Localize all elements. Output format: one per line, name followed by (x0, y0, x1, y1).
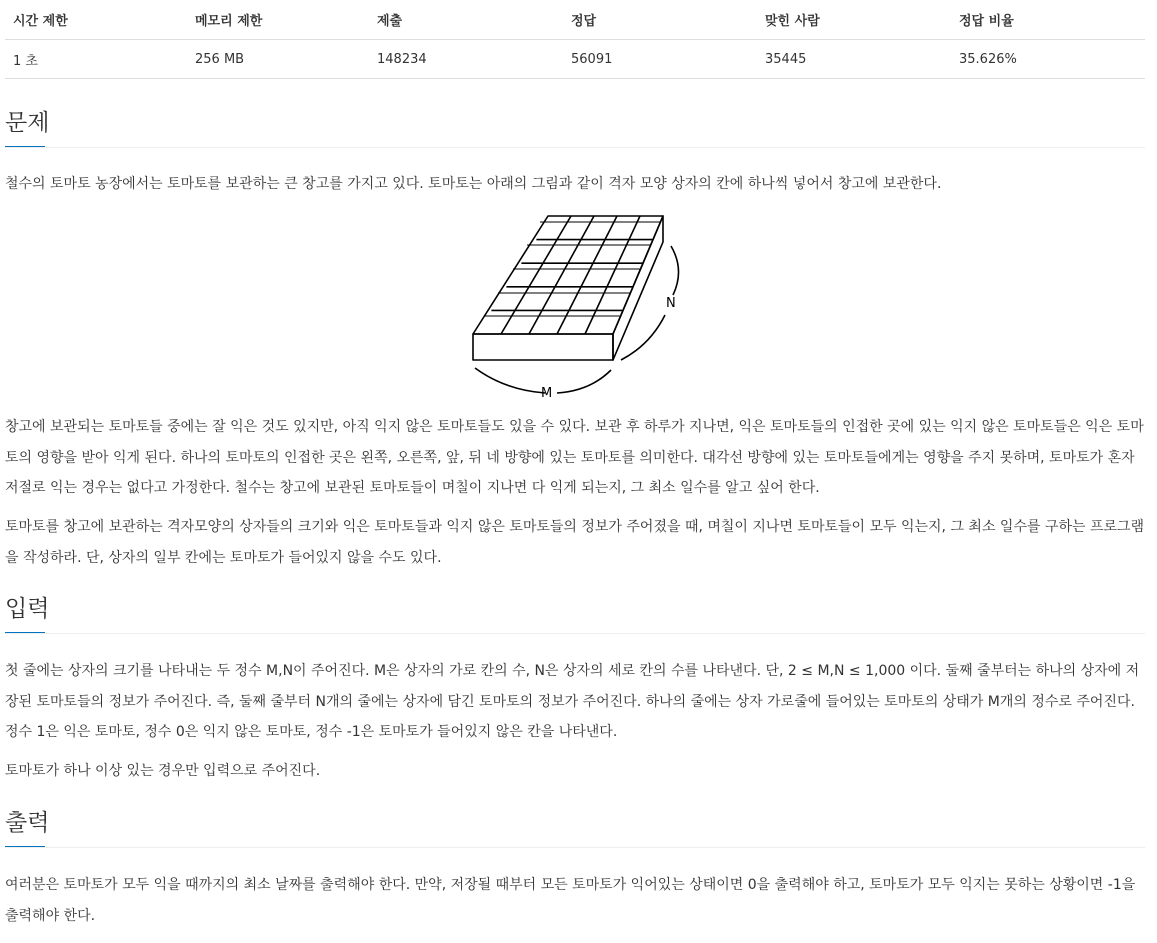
submissions-header: 제출 (369, 0, 563, 40)
section-divider (5, 147, 1145, 148)
submissions-value: 148234 (369, 40, 563, 79)
stats-value-row (5, 40, 1145, 79)
accepted-header: 정답 (563, 0, 757, 40)
accept-ratio-header: 정답 비율 (951, 0, 1145, 40)
input-section-header (5, 594, 1145, 634)
time-limit-header: 시간 제한 (5, 0, 187, 40)
problem-paragraph-1: 철수의 토마토 농장에서는 토마토를 보관하는 큰 창고를 가지고 있다. 토마토는 아래의 그림과 같이 격자 모양 상자의 칸에 하나씩 넣어서 창고에 보관한다. (5, 176, 942, 192)
problem-stats-table (5, 0, 1145, 79)
memory-limit-header: 메모리 제한 (187, 0, 369, 40)
n-dimension-label: N (666, 296, 676, 311)
memory-limit-value: 256 MB (187, 40, 369, 79)
solvers-header: 맞힌 사람 (757, 0, 951, 40)
section-divider (5, 847, 1145, 848)
input-paragraph-2: 토마토가 하나 이상 있는 경우만 입력으로 주어진다. (5, 763, 321, 779)
time-limit-value: 1 초 (5, 40, 187, 79)
output-section-title: 출력 (5, 810, 50, 836)
output-section-header (5, 808, 1145, 848)
input-section-title: 입력 (5, 596, 50, 622)
accepted-value: 56091 (563, 40, 757, 79)
problem-section-title: 문제 (5, 110, 50, 136)
output-paragraph-1: 여러분은 토마토가 모두 익을 때까지의 최소 날짜를 출력해야 한다. 만약, 저장될 때부터 모든 토마토가 익어있는 상태이면 0을 출력해야 하고, 토마토가 모두 익지는 못하는 상황이면 -1을 출력해야 한다. (5, 877, 1136, 924)
section-divider (5, 633, 1145, 634)
stats-header-row (5, 0, 1145, 40)
accept-ratio-value: 35.626% (951, 40, 1145, 79)
problem-paragraph-2: 창고에 보관되는 토마토들 중에는 잘 익은 것도 있지만, 아직 익지 않은 토마토들도 있을 수 있다. 보관 후 하루가 지나면, 익은 토마토들의 인접한 곳에 있는 익지 않은 토마토들은 익은 토마토의 영향을 받아 익게 된다. 하나의 토마토의 인접한 곳은 왼쪽, 오른쪽, 앞, 뒤 네 방향에 있는 토마토를 의미한다. 대각선 방향에 있는 토마토들에게는 영향을 주지 못하며, 토마토가 혼자 저절로 익는 경우는 없다고 가정한다. 철수는 창고에 보관된 토마토들이 며칠이 지나면 다 익게 되는지, 그 최소 일수를 알고 싶어 한다. (5, 419, 1144, 497)
problem-section-header (5, 108, 1145, 148)
m-dimension-label: M (541, 386, 553, 400)
solvers-value: 35445 (757, 40, 951, 79)
problem-paragraph-3: 토마토를 창고에 보관하는 격자모양의 상자들의 크기와 익은 토마토들과 익지 않은 토마토들의 정보가 주어졌을 때, 며칠이 지나면 토마토들이 모두 익는지, 그 최소 일수를 구하는 프로그램을 작성하라. 단, 상자의 일부 칸에는 토마토가 들어있지 않을 수도 있다. (5, 519, 1145, 566)
input-paragraph-1: 첫 줄에는 상자의 크기를 나타내는 두 정수 M,N이 주어진다. M은 상자의 가로 칸의 수, N은 상자의 세로 칸의 수를 나타낸다. 단, 2 ≤ M,N ≤ 1,000 이다. 둘째 줄부터는 하나의 상자에 저장된 토마토들의 정보가 주어진다. 즉, 둘째 줄부터 N개의 줄에는 상자에 담긴 토마토의 정보가 주어진다. 하나의 줄에는 상자 가로줄에 들어있는 토마토의 상태가 M개의 정수로 주어진다. 정수 1은 익은 토마토, 정수 0은 익지 않은 토마토, 정수 -1은 토마토가 들어있지 않은 칸을 나타낸다. (5, 663, 1140, 741)
tomato-grid-box-image (465, 210, 690, 400)
tomato-box-figure (465, 210, 690, 400)
